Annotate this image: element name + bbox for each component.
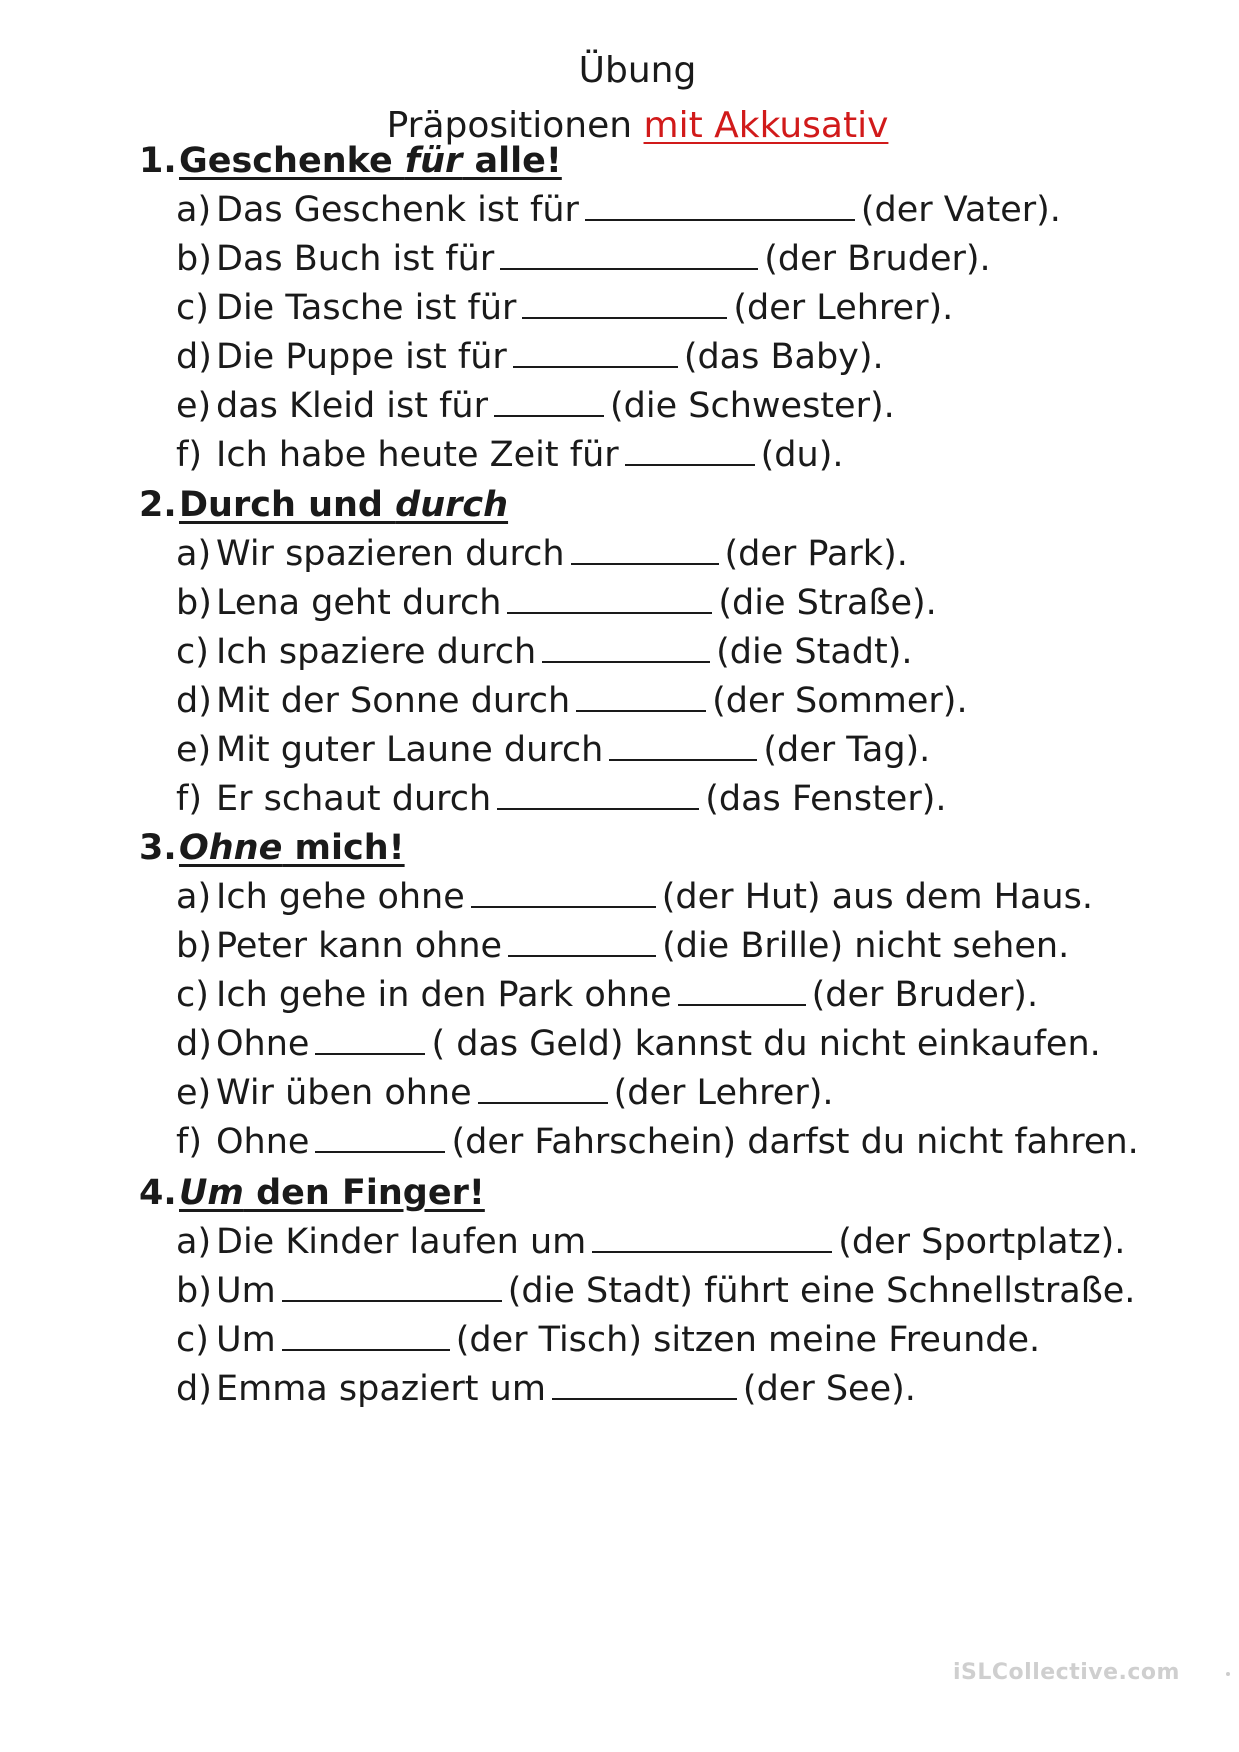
exercise-item xyxy=(176,728,930,772)
item-letter: b) xyxy=(176,1271,212,1311)
item-hint: (der Bruder). xyxy=(811,975,1039,1015)
item-letter: e) xyxy=(176,386,212,426)
answer-blank[interactable] xyxy=(315,1121,445,1153)
item-prompt: Wir spazieren durch xyxy=(216,534,565,574)
item-hint: (die Brille) nicht sehen. xyxy=(662,926,1070,966)
section-title-text: Durch und xyxy=(179,485,396,525)
item-prompt: Lena geht durch xyxy=(216,583,502,623)
exercise-item xyxy=(176,581,937,625)
item-prompt: Ohne xyxy=(216,1024,310,1064)
section-title-text: Geschenke xyxy=(179,141,405,181)
item-letter: a) xyxy=(176,534,212,574)
answer-blank[interactable] xyxy=(592,1221,832,1253)
item-prompt: Wir üben ohne xyxy=(216,1073,472,1113)
answer-blank[interactable] xyxy=(507,582,712,614)
exercise-item xyxy=(176,924,1069,968)
answer-blank[interactable] xyxy=(513,336,678,368)
section-title xyxy=(179,141,562,181)
exercise-item xyxy=(176,777,947,821)
section-title xyxy=(179,485,508,525)
answer-blank[interactable] xyxy=(282,1319,450,1351)
item-letter: a) xyxy=(176,190,212,230)
exercise-item xyxy=(176,875,1093,919)
answer-blank[interactable] xyxy=(542,631,710,663)
item-hint: (der Sportplatz). xyxy=(838,1222,1126,1262)
item-letter: e) xyxy=(176,1073,212,1113)
item-hint: (das Fenster). xyxy=(705,779,947,819)
watermark-logo: iSLCollective.com xyxy=(953,1660,1180,1685)
item-hint: (der Sommer). xyxy=(712,681,968,721)
item-letter: e) xyxy=(176,730,212,770)
item-hint: (die Stadt) führt eine Schnellstraße. xyxy=(507,1271,1136,1311)
answer-blank[interactable] xyxy=(471,876,656,908)
item-prompt: Ich habe heute Zeit für xyxy=(216,435,619,475)
item-hint: (der Lehrer). xyxy=(733,288,954,328)
item-hint: (du). xyxy=(760,435,844,475)
subtitle-highlight: mit Akkusativ xyxy=(643,105,889,146)
answer-blank[interactable] xyxy=(315,1023,425,1055)
section-heading-2 xyxy=(139,483,508,527)
section-title-text: alle! xyxy=(462,141,562,181)
item-hint: (der Hut) aus dem Haus. xyxy=(661,877,1093,917)
item-hint: (der Vater). xyxy=(860,190,1061,230)
item-prompt: Die Puppe ist für xyxy=(216,337,507,377)
item-prompt: Emma spaziert um xyxy=(216,1369,546,1409)
item-letter: d) xyxy=(176,1369,212,1409)
section-heading-3 xyxy=(139,826,405,870)
answer-blank[interactable] xyxy=(282,1270,502,1302)
item-prompt: Mit der Sonne durch xyxy=(216,681,571,721)
item-letter: b) xyxy=(176,583,212,623)
item-prompt: Ich spaziere durch xyxy=(216,632,537,672)
item-hint: (der Tag). xyxy=(763,730,931,770)
answer-blank[interactable] xyxy=(585,189,855,221)
item-letter: f) xyxy=(176,435,202,475)
section-number: 3. xyxy=(139,828,177,868)
item-hint: (der See). xyxy=(742,1369,916,1409)
item-letter: c) xyxy=(176,288,209,328)
item-hint: (der Park). xyxy=(724,534,908,574)
item-hint: (die Straße). xyxy=(718,583,937,623)
item-letter: d) xyxy=(176,1024,212,1064)
section-heading-1 xyxy=(139,139,562,183)
section-title-italic: Um xyxy=(179,1173,244,1213)
answer-blank[interactable] xyxy=(571,533,719,565)
subtitle-prefix: Präpositionen xyxy=(386,105,633,146)
answer-blank[interactable] xyxy=(497,778,699,810)
answer-blank[interactable] xyxy=(522,287,727,319)
item-prompt: Um xyxy=(216,1320,276,1360)
answer-blank[interactable] xyxy=(552,1368,737,1400)
item-letter: c) xyxy=(176,632,209,672)
section-title-italic: durch xyxy=(395,485,509,525)
item-letter: b) xyxy=(176,239,212,279)
exercise-item xyxy=(176,1022,1101,1066)
item-prompt: Ohne xyxy=(216,1122,310,1162)
answer-blank[interactable] xyxy=(678,974,806,1006)
exercise-item xyxy=(176,384,895,428)
item-prompt: Ich gehe ohne xyxy=(216,877,465,917)
section-heading-4 xyxy=(139,1171,485,1215)
item-prompt: Mit guter Laune durch xyxy=(216,730,604,770)
item-letter: d) xyxy=(176,681,212,721)
exercise-item xyxy=(176,1367,916,1411)
item-letter: a) xyxy=(176,877,212,917)
section-title xyxy=(179,1173,485,1213)
section-title-text: mich! xyxy=(282,828,405,868)
exercise-item xyxy=(176,1220,1125,1264)
answer-blank[interactable] xyxy=(478,1072,608,1104)
item-prompt: Das Buch ist für xyxy=(216,239,495,279)
item-letter: d) xyxy=(176,337,212,377)
item-letter: c) xyxy=(176,1320,209,1360)
section-number: 4. xyxy=(139,1173,177,1213)
answer-blank[interactable] xyxy=(609,729,757,761)
exercise-item xyxy=(176,237,991,281)
answer-blank[interactable] xyxy=(500,238,758,270)
item-letter: f) xyxy=(176,779,202,819)
item-prompt: Peter kann ohne xyxy=(216,926,503,966)
section-title xyxy=(179,828,405,868)
item-hint: (das Baby). xyxy=(683,337,884,377)
item-hint: (der Bruder). xyxy=(764,239,991,279)
item-prompt: das Kleid ist für xyxy=(216,386,489,426)
item-prompt: Die Kinder laufen um xyxy=(216,1222,587,1262)
section-title-italic: für xyxy=(404,141,463,181)
answer-blank[interactable] xyxy=(625,434,755,466)
worksheet-title: Übung xyxy=(578,50,697,91)
exercise-item xyxy=(176,188,1061,232)
exercise-item xyxy=(176,973,1038,1017)
item-hint: (der Tisch) sitzen meine Freunde. xyxy=(455,1320,1041,1360)
item-letter: b) xyxy=(176,926,212,966)
watermark-dot xyxy=(1226,1672,1230,1676)
exercise-item xyxy=(176,286,953,330)
item-letter: f) xyxy=(176,1122,202,1162)
exercise-item xyxy=(176,1269,1135,1313)
exercise-item xyxy=(176,433,843,477)
exercise-item xyxy=(176,630,913,674)
item-prompt: Um xyxy=(216,1271,276,1311)
item-prompt: Das Geschenk ist für xyxy=(216,190,579,230)
item-letter: c) xyxy=(176,975,209,1015)
item-letter: a) xyxy=(176,1222,212,1262)
answer-blank[interactable] xyxy=(494,385,604,417)
item-hint: ( das Geld) kannst du nicht einkaufen. xyxy=(431,1024,1101,1064)
answer-blank[interactable] xyxy=(508,925,656,957)
exercise-item xyxy=(176,679,968,723)
exercise-item xyxy=(176,1120,1139,1164)
exercise-item xyxy=(176,335,884,379)
section-title-italic: Ohne xyxy=(179,828,283,868)
item-hint: (die Schwester). xyxy=(610,386,895,426)
item-prompt: Die Tasche ist für xyxy=(216,288,517,328)
answer-blank[interactable] xyxy=(576,680,706,712)
item-hint: (der Fahrschein) darfst du nicht fahren. xyxy=(451,1122,1139,1162)
exercise-item xyxy=(176,1071,833,1115)
exercise-item xyxy=(176,1318,1040,1362)
section-title-text: den Finger! xyxy=(243,1173,485,1213)
section-number: 1. xyxy=(139,141,177,181)
exercise-item xyxy=(176,532,908,576)
item-hint: (der Lehrer). xyxy=(613,1073,834,1113)
item-prompt: Er schaut durch xyxy=(216,779,492,819)
item-hint: (die Stadt). xyxy=(716,632,913,672)
section-number: 2. xyxy=(139,485,177,525)
item-prompt: Ich gehe in den Park ohne xyxy=(216,975,672,1015)
